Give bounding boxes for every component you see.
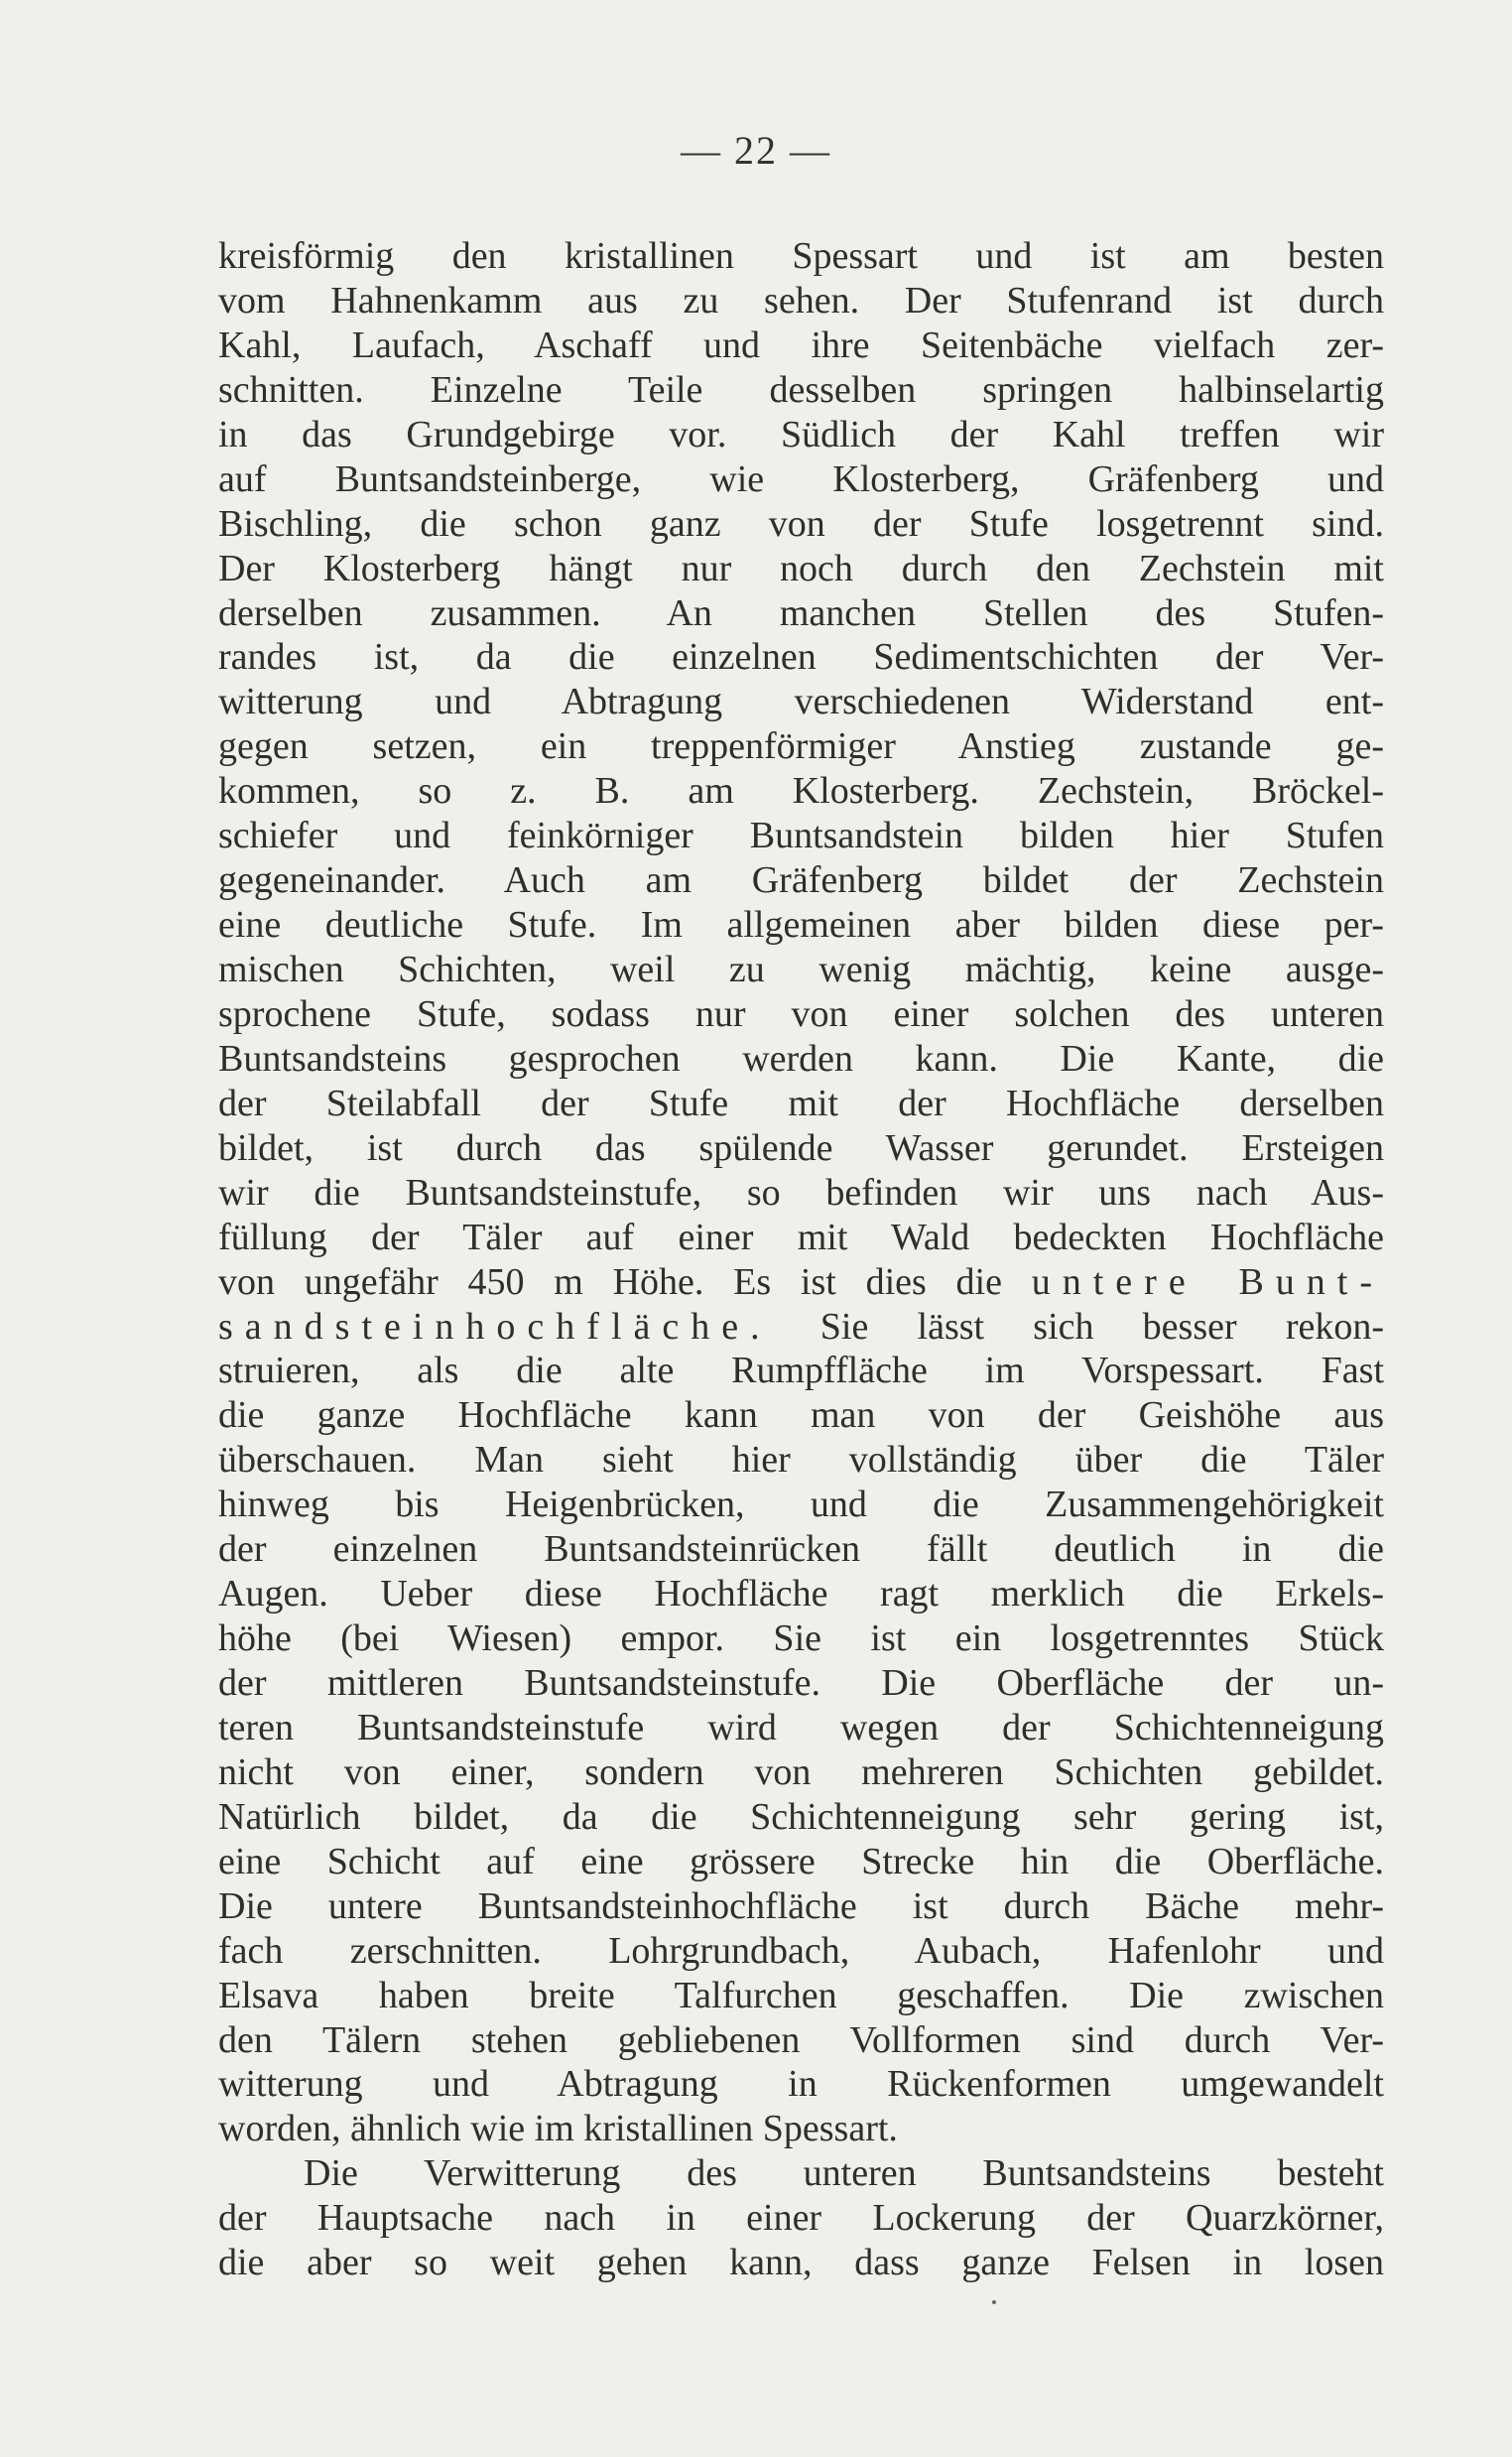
text-line: Die untere Buntsandsteinhochfläche ist durch Bäche mehr- [218,1884,1384,1927]
text-line: der einzelnen Buntsandsteinrücken fällt deutlich in die [218,1528,1384,1571]
text-line-paragraph-end: worden, ähnlich wie im kristallinen Spessart. [218,2108,898,2150]
text-line: vom Hahnenkamm aus zu sehen. Der Stufenrand ist durch [218,279,1384,322]
text-line-paragraph-start: Die Verwitterung des unteren Buntsandsteins besteht [304,2152,1384,2195]
spaced-term-part1: untere Bunt- [1031,1260,1385,1303]
text-line: witterung und Abtragung in Rückenformen umgewandelt [218,2063,1384,2106]
text-line-with-spaced-term [218,1260,1384,1305]
text-line: struieren, als die alte Rumpffläche im Vorspessart. Fast [218,1350,1384,1392]
text-line: bildet, ist durch das spülende Wasser gerundet. Ersteigen [218,1126,1384,1169]
text-line: sprochene Stufe, sodass nur von einer solchen des unteren [218,992,1384,1035]
text-line: schiefer und feinkörniger Buntsandstein bilden hier Stufen [218,815,1384,857]
text-line: eine deutliche Stufe. Im allgemeinen aber bilden diese per- [218,904,1384,947]
text-line: witterung und Abtragung verschiedenen Widerstand ent- [218,681,1384,723]
text-line: Natürlich bildet, da die Schichtenneigung sehr gering ist, [218,1795,1384,1838]
text-line-with-spaced-term [218,1305,1384,1350]
text-line: mischen Schichten, weil zu wenig mächtig, keine ausge- [218,949,1384,990]
text-line: teren Buntsandsteinstufe wird wegen der Schichtenneigung [218,1706,1384,1748]
text-line: kreisförmig den kristallinen Spessart und ist am besten [218,235,1384,277]
page-number: — 22 — [681,128,831,173]
text-line: randes ist, da die einzelnen Sedimentschichten der Ver- [218,636,1384,679]
body-text [218,234,1384,2285]
text-line: Kahl, Laufach, Aschaff und ihre Seitenbäche vielfach zer- [218,323,1384,366]
text-line: Buntsandsteins gesprochen werden kann. Die Kante, die [218,1037,1384,1080]
text-line: kommen, so z. B. am Klosterberg. Zechstein, Bröckel- [218,770,1384,813]
text-line: der Steilabfall der Stufe mit der Hochfläche derselben [218,1082,1384,1124]
text-line-tail: Sie lässt sich besser rekon- [819,1305,1384,1348]
text-line: gegeneinander. Auch am Gräfenberg bildet der Zechstein [218,859,1384,902]
text-line: Elsava haben breite Talfurchen geschaffen. Die zwischen [218,1974,1384,2016]
spaced-term-part2: sandsteinhochfläche. [218,1305,772,1348]
text-line: den Tälern stehen gebliebenen Vollformen sind durch Ver- [218,2018,1384,2061]
text-line: gegen setzen, ein treppenförmiger Anstieg zustande ge- [218,725,1384,768]
text-line: schnitten. Einzelne Teile desselben springen halbinselartig [218,368,1384,411]
text-line: auf Buntsandsteinberge, wie Klosterberg, Gräfenberg und [218,457,1384,500]
text-line: die ganze Hochfläche kann man von der Geishöhe aus [218,1394,1384,1437]
text-line: Bischling, die schon ganz von der Stufe losgetrennt sind. [218,502,1384,545]
text-line: füllung der Täler auf einer mit Wald bedeckten Hochfläche [218,1216,1384,1258]
text-line: eine Schicht auf eine grössere Strecke hin die Oberfläche. [218,1840,1384,1882]
text-line: hinweg bis Heigenbrücken, und die Zusammengehörigkeit [218,1484,1384,1526]
text-line: nicht von einer, sondern von mehreren Schichten gebildet. [218,1750,1384,1793]
text-line: Augen. Ueber diese Hochfläche ragt merklich die Erkels- [218,1573,1384,1616]
text-line: in das Grundgebirge vor. Südlich der Kahl treffen wir [218,413,1384,455]
print-speck [992,2300,996,2304]
text-line: fach zerschnitten. Lohrgrundbach, Aubach, Hafenlohr und [218,1929,1384,1972]
text-line: wir die Buntsandsteinstufe, so befinden wir uns nach Aus- [218,1171,1384,1214]
text-line: die aber so weit gehen kann, dass ganze Felsen in losen [218,2242,1384,2284]
text-line: höhe (bei Wiesen) empor. Sie ist ein losgetrenntes Stück [218,1617,1384,1660]
text-line: der mittleren Buntsandsteinstufe. Die Oberfläche der un- [218,1662,1384,1704]
text-line: derselben zusammen. An manchen Stellen des Stufen- [218,591,1384,634]
text-line: überschauen. Man sieht hier vollständig über die Täler [218,1439,1384,1482]
text-line: Der Klosterberg hängt nur noch durch den Zechstein mit [218,547,1384,589]
text-line: der Hauptsache nach in einer Lockerung der Quarzkörner, [218,2197,1384,2240]
text-line-start: von ungefähr 450 m Höhe. Es ist dies die [218,1260,1002,1303]
